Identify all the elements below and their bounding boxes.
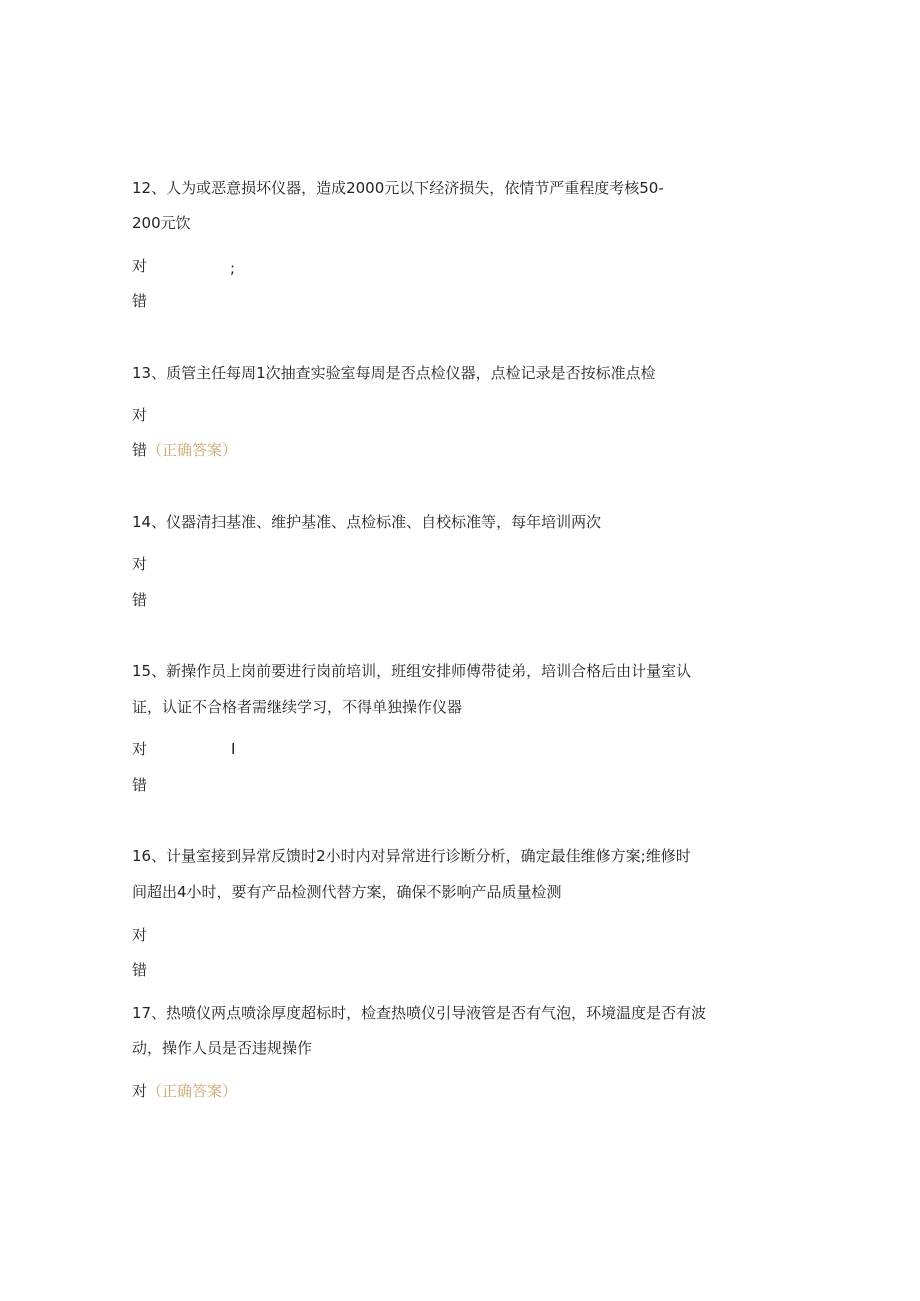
- question-16-option-false[interactable]: 错: [132, 961, 148, 979]
- question-13-option-false[interactable]: [132, 440, 237, 460]
- question-17-text-line1: 17、热喷仪两点喷涂厚度超标时，检查热喷仪引导液管是否有气泡，环境温度是否有波: [132, 1004, 707, 1022]
- question-16-option-true[interactable]: 对: [132, 926, 148, 944]
- question-17-option-true[interactable]: [132, 1081, 237, 1101]
- question-12-stray-mark: ;: [230, 259, 236, 277]
- question-17-correct-answer-tag: （正确答案）: [147, 1082, 238, 1100]
- question-13-option-false-label: 错: [132, 441, 148, 459]
- question-15-option-true[interactable]: 对: [132, 740, 148, 758]
- question-12-option-false[interactable]: 错: [132, 292, 148, 310]
- question-15-stray-mark: I: [231, 740, 236, 758]
- question-12-text-line2: 200元饮: [132, 214, 191, 232]
- question-15-option-false[interactable]: 错: [132, 776, 148, 794]
- question-14-option-true[interactable]: 对: [132, 555, 148, 573]
- question-12-option-true[interactable]: 对: [132, 257, 148, 275]
- question-16-text-line2: 间超出4小时，要有产品检测代替方案，确保不影响产品质量检测: [132, 883, 562, 901]
- question-16-text-line1: 16、计量室接到异常反馈时2小时内对异常进行诊断分析，确定最佳维修方案;维修时: [132, 847, 691, 865]
- question-12-text-line1: 12、人为或恶意损坏仪器，造成2000元以下经济损失，依情节严重程度考核50-: [132, 179, 664, 197]
- question-15-text-line2: 证，认证不合格者需继续学习，不得单独操作仪器: [132, 698, 463, 716]
- question-17-option-true-label: 对: [132, 1082, 148, 1100]
- question-17-text-line2: 动，操作人员是否违规操作: [132, 1039, 313, 1057]
- question-15-text-line1: 15、新操作员上岗前要进行岗前培训，班组安排师傅带徒弟，培训合格后由计量室认: [132, 662, 692, 680]
- question-14-text-line1: 14、仪器清扫基准、维护基准、点检标准、自校标准等，每年培训两次: [132, 513, 602, 531]
- question-13-option-true[interactable]: 对: [132, 406, 148, 424]
- question-14-option-false[interactable]: 错: [132, 591, 148, 609]
- question-13-correct-answer-tag: （正确答案）: [147, 441, 238, 459]
- question-13-text-line1: 13、质管主任每周1次抽查实验室每周是否点检仪器，点检记录是否按标准点检: [132, 364, 656, 382]
